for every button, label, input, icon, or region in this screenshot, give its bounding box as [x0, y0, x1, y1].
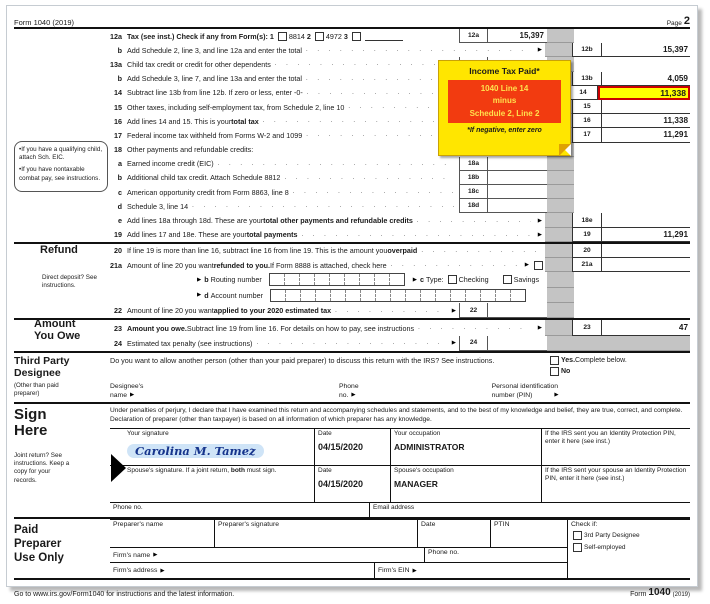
right-arrow-icon: [153, 552, 157, 558]
line-24-amount[interactable]: [488, 336, 547, 351]
line-text: Add Schedule 2, line 3, and line 12a and enter the total: [127, 45, 303, 55]
spouse-date-field[interactable]: 04/15/2020: [318, 478, 364, 489]
page-number: 2: [683, 15, 690, 27]
line-18d-row: [14, 199, 690, 213]
preparer-signature-field[interactable]: Preparer's signature: [214, 520, 417, 547]
line-text: Amount of line 20 you want: [127, 260, 214, 270]
line-number: 15: [114, 102, 122, 112]
amount-you-owe-section-label: Amount You Owe: [34, 318, 81, 343]
shaded-cell: [545, 43, 572, 57]
box-label: 22: [459, 303, 488, 318]
line-number: d: [117, 201, 122, 211]
sub-line-letter: d: [204, 290, 209, 300]
line-18c-amount[interactable]: [488, 185, 547, 199]
line-12b-amount[interactable]: 15,397: [602, 43, 690, 57]
line-24-row: [14, 336, 690, 351]
box-label: 18b: [459, 171, 488, 185]
line-number: b: [117, 74, 122, 84]
signature-field[interactable]: Carolina M. Tamez: [127, 444, 264, 458]
line-13a-row: [14, 57, 690, 71]
right-arrow-icon: [538, 232, 542, 238]
occupation-field[interactable]: ADMINISTRATOR: [394, 441, 465, 452]
shaded-cell: [547, 185, 574, 199]
footer-form-word: Form: [630, 591, 647, 599]
line-18a-row: [14, 157, 690, 171]
sub-line-letter: b: [204, 275, 209, 285]
shaded-cell: [547, 199, 574, 213]
line-text: If line 19 is more than line 16, subtract line 16 from line 19. This is the amount you: [127, 246, 388, 256]
line-text: Amount you owe.: [127, 323, 187, 333]
line-23-row: 23 Amount you owe. Subtract line 19 from line 16. For details on how to pay, see instructions . . . ▶ 23 47: [14, 318, 690, 335]
dot-leader: [391, 262, 518, 268]
line-15-row: [14, 100, 690, 114]
your-occupation-label: Your occupation: [394, 429, 441, 437]
line-19-amount[interactable]: 11,291: [602, 228, 690, 242]
line-text: Subtract line 13b from line 12b. If zero or less, enter -0-: [127, 88, 303, 98]
firm-phone-field[interactable]: Phone no.: [424, 548, 567, 563]
dot-leader: [301, 232, 530, 238]
box-label: 24: [459, 336, 488, 351]
dot-leader: [306, 47, 531, 53]
form-id: Form 1040 (2019): [14, 18, 75, 27]
line-23-amount[interactable]: 47: [602, 320, 690, 335]
line-number: b: [117, 173, 122, 183]
dot-leader: [256, 340, 444, 346]
line-21b-routing-row: [14, 272, 690, 287]
line-number: e: [118, 216, 122, 226]
right-arrow-icon: [538, 47, 542, 53]
box-label: 21a: [572, 258, 602, 272]
line-22-row: 22 Amount of line 20 you want applied to your 2020 estimated tax . . . ▶ 22: [14, 303, 690, 318]
routing-label: Routing number: [210, 275, 262, 285]
right-arrow-icon: [197, 277, 201, 283]
line-text: Additional child tax credit. Attach Schedule 8812: [127, 173, 281, 183]
preparer-ptin-field[interactable]: PTIN: [490, 520, 567, 547]
line-number: c: [118, 187, 122, 197]
checking-label: Checking: [458, 275, 489, 285]
line-text: Federal income tax withheld from Forms W-2 and 1099: [127, 130, 303, 140]
section-title: Paid Preparer Use Only: [14, 524, 64, 564]
line-18c-row: [14, 185, 690, 199]
shaded-cell: [547, 336, 574, 351]
checkbox-3rd-party-designee[interactable]: [573, 531, 582, 540]
paid-preparer-section: [14, 517, 690, 578]
sign-here-section: [14, 402, 690, 517]
shaded-cell: [547, 157, 574, 171]
shaded-cell: [547, 29, 574, 43]
right-arrow-icon: [160, 568, 164, 574]
shaded-cell: [547, 272, 574, 287]
right-arrow-icon: [538, 325, 542, 331]
line-14-row: [14, 86, 690, 100]
line-18b-amount[interactable]: [488, 171, 547, 185]
line-18e-row: e Add lines 18a through 18d. These are your total other payments and refundable credits . . . ▶ 18e: [14, 213, 690, 227]
line-text: Other payments and refundable credits:: [127, 145, 254, 155]
line-number: 24: [114, 338, 122, 348]
sticky-note-title: Income Tax Paid*: [469, 66, 540, 76]
box-label: 14: [568, 86, 598, 100]
box-label: 13b: [572, 72, 602, 86]
line-number: 19: [114, 230, 122, 240]
dot-leader: [293, 189, 455, 195]
shaded-cell: [545, 228, 572, 242]
preparer-date-field[interactable]: Date: [417, 520, 490, 547]
dot-leader: [335, 308, 445, 314]
shaded-cell: [545, 244, 572, 258]
line-number: 21a: [110, 260, 122, 270]
dot-leader: [417, 218, 531, 224]
box-label: 23: [572, 320, 602, 335]
joint-return-note: Joint return? See instructions. Keep a copy for your records.: [14, 452, 70, 484]
line-12b-row: [14, 43, 690, 57]
checkbox-checking[interactable]: [448, 275, 457, 284]
shaded-cell: [547, 288, 574, 303]
shaded-cell: [547, 171, 574, 185]
line-text: Other taxes, including self-employment tax, from Schedule 2, line 10: [127, 102, 345, 112]
dot-leader: [218, 161, 455, 167]
dot-leader: [284, 175, 455, 181]
line-text: Add lines 18a through 18d. These are your: [127, 216, 264, 226]
spouse-signature-label: Spouse's signature. If a joint return, both must sign.: [127, 466, 277, 474]
footer-form-number: 1040: [648, 587, 671, 599]
account-type-label: Type:: [426, 275, 444, 285]
third-party-designee-section: Third Party Designee (Other than paid preparer) Do you want to allow another person (other than your paid preparer) to discuss this return with the IRS? See instructions. Yes. Complete below. No Designee's name ▶ Phone no. ▶ Personal identification number (PIN) ▶: [14, 351, 690, 402]
line-number: a: [118, 159, 122, 169]
line-text: American opportunity credit from Form 8863, line 8: [127, 187, 289, 197]
firm-ein-field[interactable]: Firm's EIN ▶: [374, 563, 567, 578]
box-label: 12b: [572, 43, 602, 57]
page-header: [14, 11, 690, 29]
line-number: 14: [114, 88, 122, 98]
checkbox-form-8814[interactable]: [278, 32, 287, 41]
line-18-row: [14, 143, 690, 157]
line-number: 23: [114, 323, 122, 333]
dot-leader: [418, 325, 531, 331]
line-number: 13a: [110, 59, 122, 69]
line-text: Earned income credit (EIC): [127, 159, 214, 169]
date-label: Date: [318, 466, 332, 474]
form-lines: [14, 29, 690, 351]
designee-pin-field[interactable]: Personal identification number (PIN) ▶: [492, 382, 690, 400]
checkbox-form-other[interactable]: [352, 32, 361, 41]
line-text: Add lines 14 and 15. This is your: [127, 116, 232, 126]
eic-margin-note: [14, 141, 108, 192]
footer-form-year: (2019): [672, 592, 690, 599]
line-20-row: 20 If line 19 is more than line 16, subtract line 16 from line 19. This is the amount you overpaid . . . 20: [14, 242, 690, 258]
box-label: 15: [572, 100, 602, 114]
box-label: 19: [572, 228, 602, 242]
line-text: Add lines 17 and 18e. These are your: [127, 230, 247, 240]
line-18b-row: [14, 171, 690, 185]
checkbox-self-employed[interactable]: [573, 543, 582, 552]
checkbox-form-4972[interactable]: [315, 32, 324, 41]
form-page: [6, 5, 698, 599]
box-label: 20: [572, 244, 602, 258]
line-20-amount[interactable]: [602, 244, 690, 258]
line-16-amount[interactable]: 11,338: [602, 114, 690, 128]
line-17-row: [14, 128, 690, 142]
savings-label: Savings: [513, 275, 540, 285]
right-arrow-icon: [413, 277, 417, 283]
box-label: 18e: [572, 213, 602, 227]
firm-address-field[interactable]: Firm's address ▶: [110, 563, 374, 578]
phone-field[interactable]: Phone no.: [113, 503, 143, 511]
line-13b-amount[interactable]: 4,059: [602, 72, 690, 86]
your-signature-label: Your signature: [127, 429, 169, 437]
right-arrow-icon: [554, 392, 558, 399]
identity-pin-note: If the IRS sent you an Identity Protection PIN, enter it here (see inst.): [545, 429, 676, 445]
spouse-identity-pin-note: If the IRS sent your spouse an Identity Protection PIN, enter it here (see inst.): [545, 466, 687, 482]
firm-name-field[interactable]: Firm's name ▶: [110, 548, 424, 563]
spouse-occupation-field[interactable]: MANAGER: [394, 478, 438, 489]
checkbox-designee-no[interactable]: [550, 367, 559, 376]
line-number: 22: [114, 306, 122, 316]
box-label: 18c: [459, 185, 488, 199]
line-18d-amount[interactable]: [488, 199, 547, 213]
line-number: 17: [114, 130, 122, 140]
line-18e-amount[interactable]: [602, 213, 690, 227]
account-label: Account number: [210, 290, 263, 300]
direct-deposit-note: Direct deposit? See instructions.: [42, 274, 97, 289]
signature-date-field[interactable]: 04/15/2020: [318, 441, 364, 452]
line-22-amount[interactable]: [488, 303, 547, 318]
designee-question: Do you want to allow another person (other than your paid preparer) to discuss this return with the IRS? See instructions.: [110, 356, 495, 366]
routing-number-input[interactable]: [269, 273, 405, 286]
perjury-statement: Under penalties of perjury, I declare that I have examined this return and accompanying schedules and statements, and to the best of my knowledge and belief, they are true, correct, and complete. Declaration of preparer (other than taxpayer) is based on all information of which preparer has any knowledge.: [110, 407, 683, 424]
dot-leader: [192, 203, 455, 209]
other-form-blank[interactable]: [365, 32, 403, 41]
checkbox-form-8888[interactable]: [534, 261, 543, 270]
box-label: 17: [572, 128, 602, 142]
box-label: 18d: [459, 199, 488, 213]
right-arrow-icon: [413, 568, 417, 574]
preparer-check-if-group: Check if: 3rd Party Designee Self-employed: [567, 519, 690, 578]
right-arrow-icon: [538, 218, 542, 224]
line-text: Child tax credit or credit for other dependents: [127, 59, 271, 69]
line-15-amount[interactable]: [602, 100, 690, 114]
line-21a-row: 21a Amount of line 20 you want refunded to you. If Form 8888 is attached, check here . . . ▶ 21a: [14, 258, 690, 272]
dot-leader: [421, 248, 541, 254]
date-label: Date: [318, 429, 332, 437]
footer-instructions: Go to www.irs.gov/Form1040 for instructions and the latest information.: [14, 591, 235, 599]
shaded-cell: [545, 213, 572, 227]
right-arrow-icon: [197, 292, 201, 298]
signature-pointer-icon: [111, 454, 126, 482]
email-field[interactable]: Email address: [369, 503, 690, 518]
line-17-amount[interactable]: 11,291: [602, 128, 690, 142]
line-12a-amount[interactable]: 15,397: [488, 29, 547, 43]
line-12a-row: 12a Tax (see inst.) Check if any from Form(s): 1 8814 2 4972 3 12a 15,397: [14, 29, 690, 43]
sticky-note-formula: 1040 Line 14 minus Schedule 2, Line 2: [448, 80, 561, 123]
account-number-input[interactable]: [270, 289, 526, 302]
eic-note-bullet-1: • If you have a qualifying child, attach Sch. EIC.: [19, 146, 103, 162]
line-number: 12a: [110, 31, 122, 41]
page-footer: [14, 578, 690, 598]
line-13b-row: [14, 72, 690, 86]
line-text: Estimated tax penalty (see instructions): [127, 338, 253, 348]
section-title: Sign Here: [14, 406, 48, 439]
line-19-row: 19 Add lines 17 and 18e. These are your total payments . . . ▶ 19 11,291: [14, 228, 690, 242]
box-label: 18a: [459, 157, 488, 171]
sub-line-letter: c: [420, 275, 425, 285]
sticky-note-footnote: *If negative, enter zero: [467, 127, 542, 135]
checkbox-designee-yes[interactable]: [550, 356, 559, 365]
shaded-cell: [547, 303, 574, 318]
eic-note-bullet-2: • If you have nontaxable combat pay, see instructions.: [19, 166, 103, 182]
line-18a-amount[interactable]: [488, 157, 547, 171]
dot-leader: [275, 61, 455, 67]
shaded-cell: [574, 336, 690, 351]
preparer-name-field[interactable]: Preparer's name: [113, 521, 164, 529]
shaded-cell: [545, 258, 572, 272]
checkbox-savings[interactable]: [503, 275, 512, 284]
line-number: 18: [114, 145, 122, 155]
shaded-cell: [545, 320, 572, 335]
refund-section-label: Refund: [40, 244, 78, 256]
right-arrow-icon: [351, 392, 355, 399]
line-number: 20: [114, 246, 122, 256]
line-21a-amount[interactable]: [602, 258, 690, 272]
right-arrow-icon: [452, 340, 456, 346]
page-word: Page: [666, 20, 682, 27]
designee-name-field[interactable]: Designee's name ▶: [110, 382, 339, 400]
line-text: Amount of line 20 you want: [127, 306, 214, 316]
box-label: 12a: [459, 29, 488, 43]
right-arrow-icon: [525, 262, 529, 268]
right-arrow-icon: [130, 392, 134, 399]
line-text: Add Schedule 3, line 7, and line 13a and enter the total: [127, 74, 303, 84]
line-21d-account-row: [14, 288, 690, 303]
spouse-occupation-label: Spouse's occupation: [394, 466, 454, 474]
right-arrow-icon: [452, 308, 456, 314]
sticky-note-annotation: [438, 60, 571, 156]
line-text: Schedule 3, line 14: [127, 201, 189, 211]
designee-phone-field[interactable]: Phone no. ▶: [339, 382, 492, 400]
line-text: Tax (see inst.) Check if any from Form(s):: [127, 31, 268, 41]
line-16-row: 16 Add lines 14 and 15. This is your total tax . . . 16 11,338: [14, 114, 690, 128]
line-14-amount-highlighted[interactable]: 11,338: [598, 86, 690, 100]
line-number: b: [117, 45, 122, 55]
box-label: 16: [572, 114, 602, 128]
section-subtitle: (Other than paid preparer): [14, 382, 59, 398]
section-title: Third Party: [14, 355, 70, 368]
line-number: 16: [114, 116, 122, 126]
